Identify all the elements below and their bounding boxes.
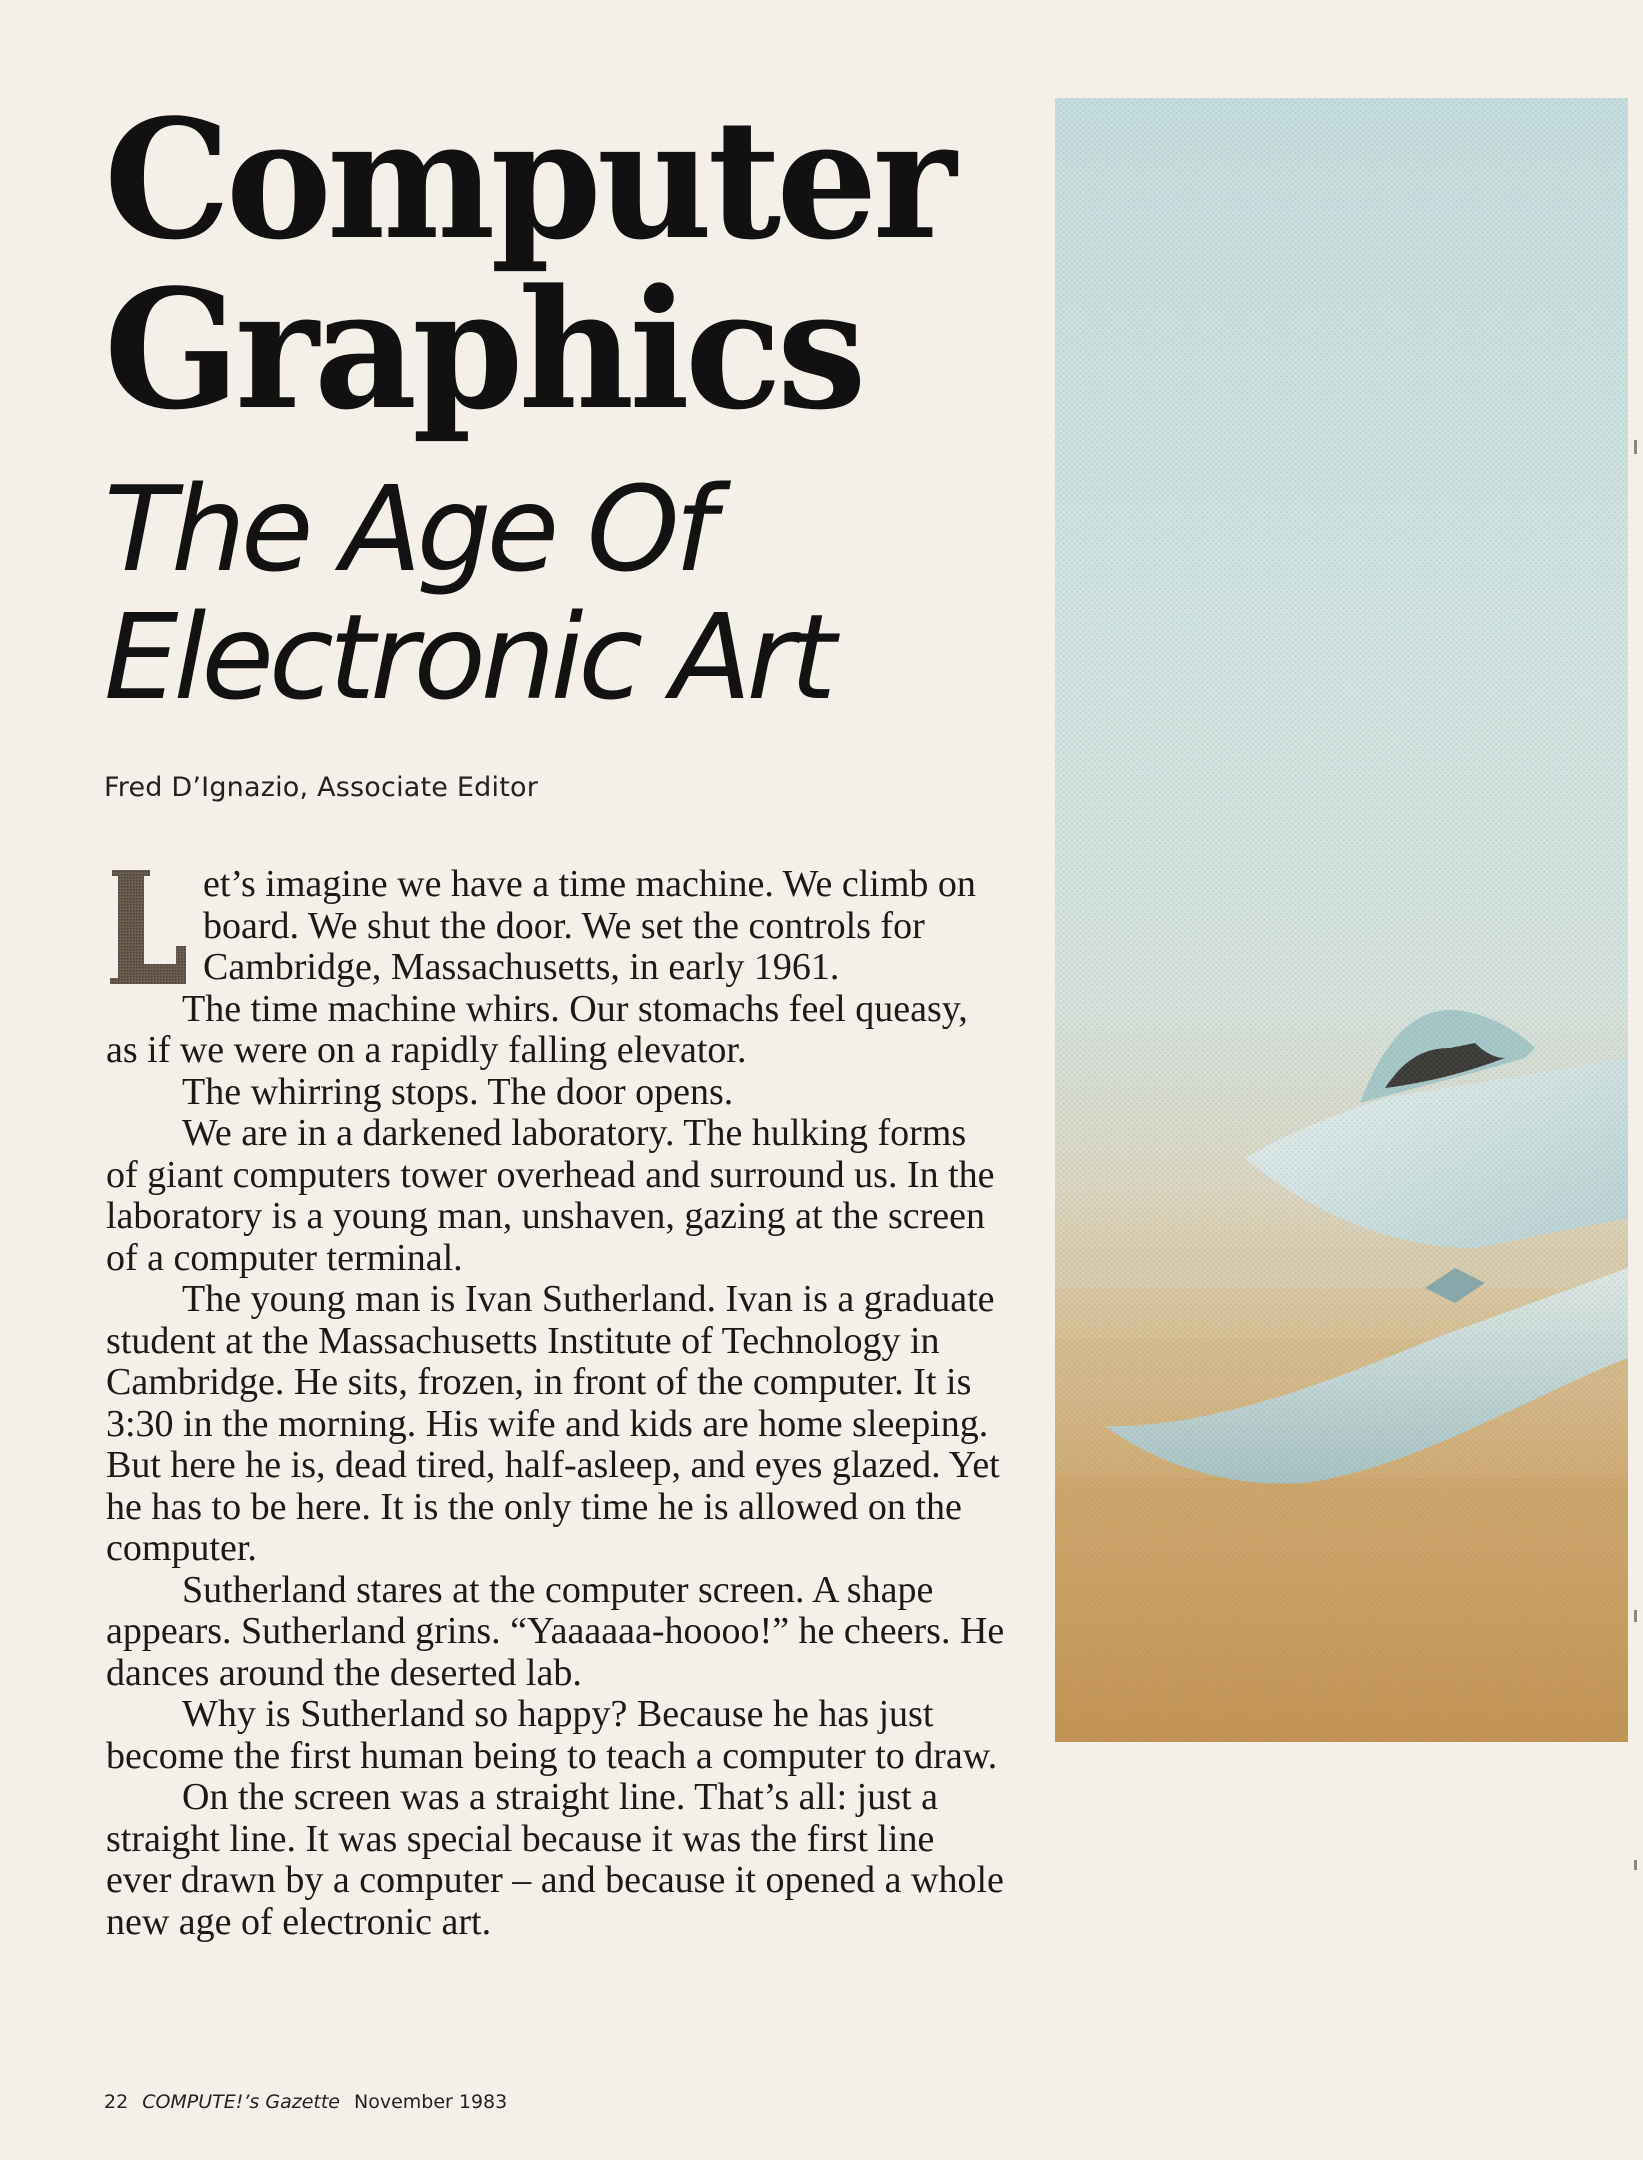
dropcap-letter: L (106, 868, 107, 869)
paragraph-4: We are in a darkened laboratory. The hulking forms of giant computers tower overhead and surround us. In the laboratory is a young man, unshaven, gazing at the screen of a computer terminal. (106, 1112, 995, 1279)
page-edge-mark (1634, 1610, 1637, 1622)
article-subtitle (104, 460, 1024, 726)
subtitle-line-1: The Age Of (104, 460, 712, 598)
byline: Fred D’Ignazio, Associate Editor (104, 772, 538, 803)
page-edge-mark (1634, 440, 1637, 454)
issue-date: November 1983 (354, 2091, 508, 2113)
paragraph-5: The young man is Ivan Sutherland. Ivan is a graduate student at the Massachusetts Institute of Technology in Cambridge. He sits, frozen, in front of the computer. It is 3:30 in the morning. His wife and kids are home sleeping. But here he is, dead tired, half-asleep, and eyes glazed. Yet he has to be here. It is the only time he is allowed on the computer. (106, 1278, 1000, 1569)
paragraph-2: The time machine whirs. Our stomachs feel queasy, as if we were on a rapidly falling elevator. (106, 987, 968, 1071)
paragraph-1-text: et’s imagine we have a time machine. We climb on board. We shut the door. We set the controls for Cambridge, Massachusetts, in early 1961. (203, 863, 976, 988)
page-edge-mark (1634, 1860, 1637, 1870)
paragraph-7: Why is Sutherland so happy? Because he has just become the first human being to teach a computer to draw. (106, 1693, 998, 1777)
page-number: 22 (104, 2091, 129, 2113)
article-body (106, 864, 1006, 1943)
spaceship-photo (1055, 98, 1628, 1742)
paragraph-8: On the screen was a straight line. That’s all: just a straight line. It was special because it was the first line ever drawn by a computer – and because it opened a whole new age of electronic art. (106, 1776, 1004, 1943)
subtitle-line-2: Electronic Art (104, 588, 832, 726)
paragraph-3: The whirring stops. The door opens. (182, 1070, 734, 1113)
paragraph-6: Sutherland stares at the computer screen. A shape appears. Sutherland grins. “Yaaaaaa-hoooo!” he cheers. He dances around the deserted lab. (106, 1568, 1005, 1694)
article-title (104, 83, 1024, 446)
header-block (104, 83, 1024, 805)
title-line-1: Computer (104, 83, 952, 276)
page-footer (104, 2091, 507, 2113)
magazine-name: COMPUTE!’s Gazette (142, 2091, 340, 2113)
paragraph-1 (106, 864, 1006, 989)
title-line-2: Graphics (104, 253, 862, 446)
dropcap (106, 868, 191, 986)
